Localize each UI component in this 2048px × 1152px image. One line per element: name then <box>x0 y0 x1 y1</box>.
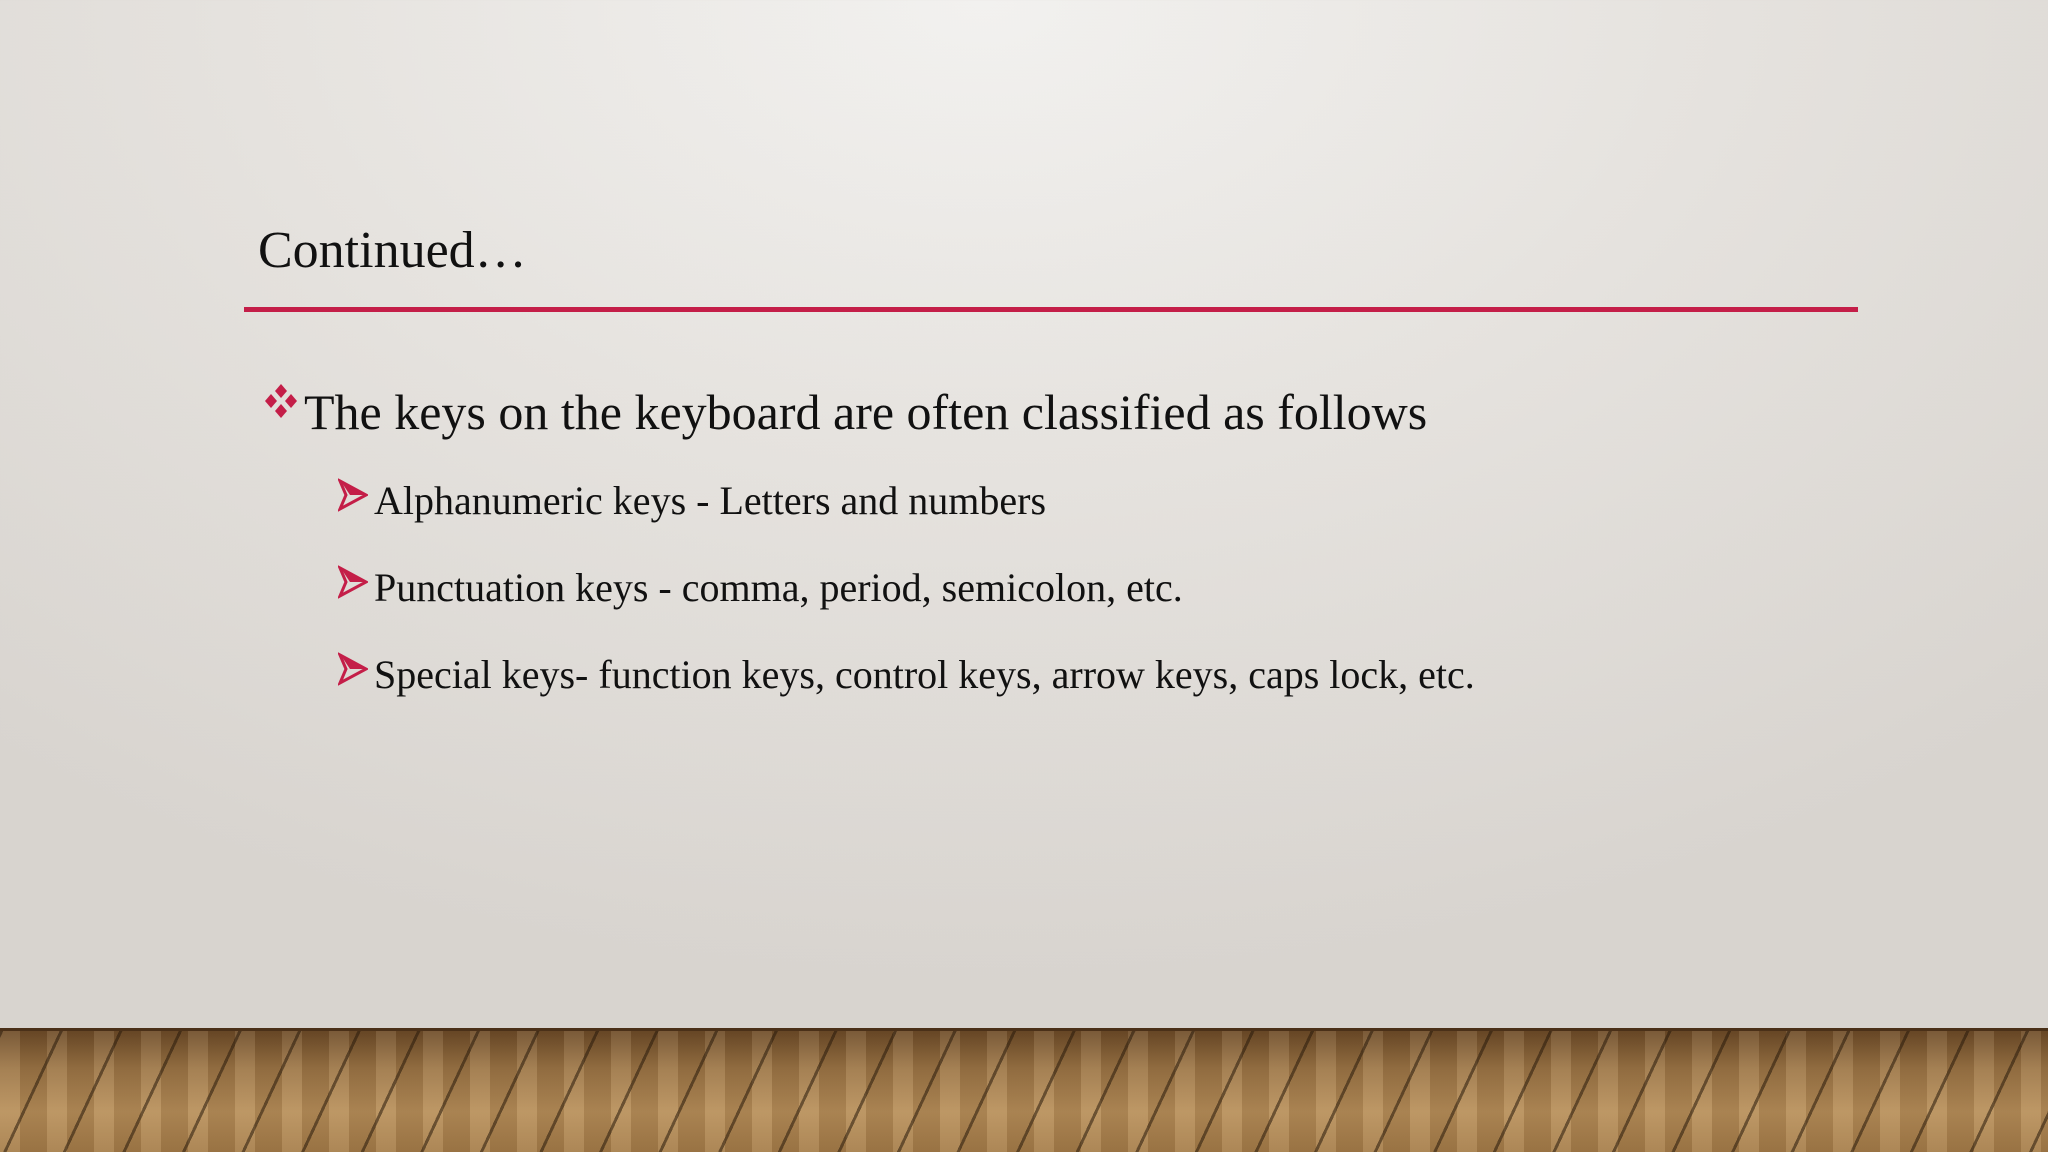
arrowhead-icon <box>338 477 368 513</box>
sub-bullet <box>338 564 1183 612</box>
sub-bullet <box>338 651 1475 699</box>
arrowhead-icon <box>338 564 368 600</box>
main-bullet-text: The keys on the keyboard are often classified as follows <box>304 384 1428 440</box>
sub-bullet-text: Special keys- function keys, control keys, arrow keys, caps lock, etc. <box>374 652 1475 697</box>
title-underline <box>244 307 1858 312</box>
main-bullet <box>262 382 1427 442</box>
slide-title: Continued… <box>258 222 527 279</box>
wooden-floor-background <box>0 1028 2048 1152</box>
diamond-cluster-icon <box>262 382 300 426</box>
arrowhead-icon <box>338 651 368 687</box>
sub-bullet-text: Punctuation keys - comma, period, semicolon, etc. <box>374 565 1183 610</box>
sub-bullet <box>338 477 1046 525</box>
sub-bullet-text: Alphanumeric keys - Letters and numbers <box>374 478 1047 523</box>
